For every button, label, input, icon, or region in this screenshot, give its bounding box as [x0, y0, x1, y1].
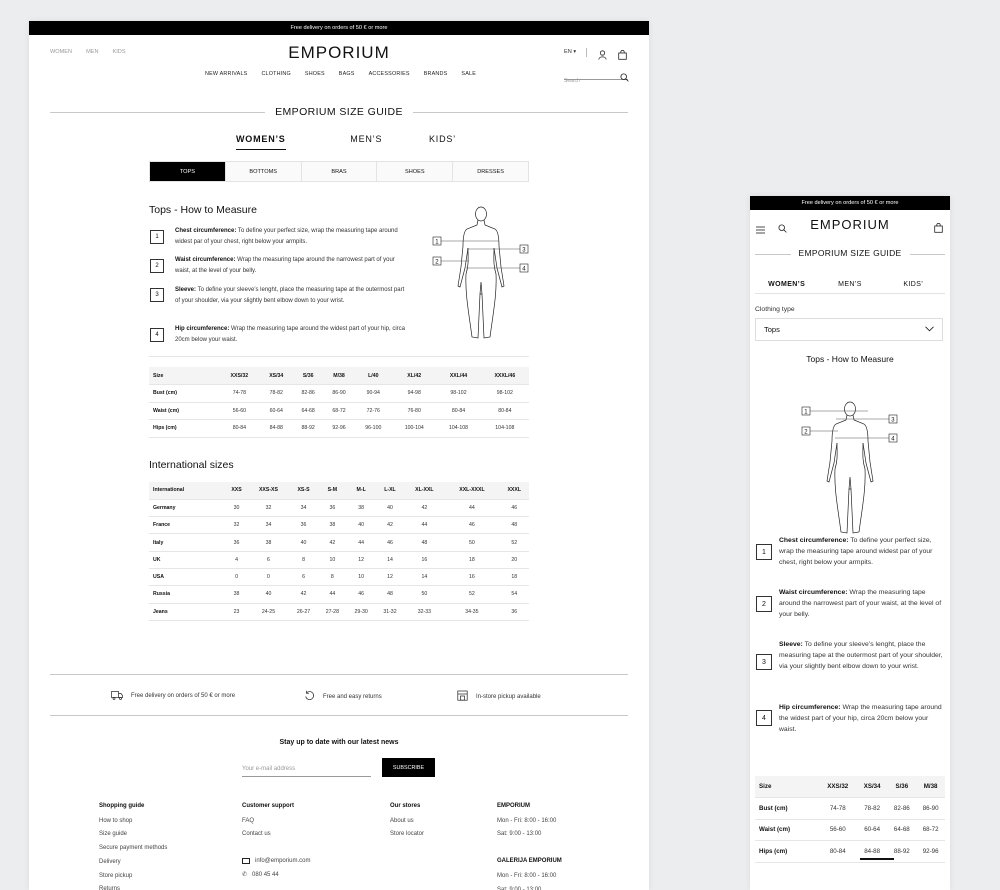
benefit-text: Free and easy returns: [323, 693, 382, 700]
footer-customer-support: [242, 800, 310, 883]
newsletter-title: Stay up to date with our latest news: [279, 739, 399, 746]
tab-kids[interactable]: KIDS’: [428, 134, 456, 144]
table-row: Jeans 23 24-25 26-27 27-28 29-30 31-32 32-33 34-35 36: [149, 603, 529, 620]
divider: [149, 356, 529, 357]
footer-link[interactable]: Contact us: [242, 831, 271, 838]
table-header: Size: [149, 367, 219, 385]
body-measure-figure: [798, 399, 902, 541]
store-hours: Mon - Fri: 8:00 - 16:00: [497, 872, 557, 879]
table-header: XS/34: [260, 367, 293, 385]
figure-label-1: 1: [435, 239, 439, 246]
figure-label-3: 3: [891, 417, 895, 424]
table-header-row: [149, 367, 529, 385]
bag-icon[interactable]: [934, 220, 943, 238]
promo-bar: Free delivery on orders of 50 € or more: [29, 21, 649, 35]
nav-new-arrivals[interactable]: NEW ARRIVALS: [205, 71, 248, 77]
tab-bottoms[interactable]: BOTTOMS: [226, 162, 302, 181]
step-number: 2: [150, 259, 164, 273]
step-chest: Chest circumference: To define your perfect size, wrap the measuring tape around widest par of your chest, right below your armpits.: [175, 228, 398, 245]
gender-link-women[interactable]: WOMEN: [50, 49, 73, 55]
footer-heading: Our stores: [390, 803, 421, 809]
footer-link[interactable]: Size guide: [99, 831, 128, 838]
store-hours: Sat: 9:00 - 13:00: [497, 886, 542, 890]
tab-women[interactable]: WOMEN’S: [236, 134, 286, 150]
gender-link-men[interactable]: MEN: [86, 49, 99, 55]
clothing-type-label: Clothing type: [755, 306, 795, 313]
horizontal-scrollbar[interactable]: [860, 858, 894, 860]
clothing-type-value: Tops: [764, 325, 780, 334]
table-row: Bust (cm) 74-78 78-82 82-86 86-90: [755, 798, 945, 820]
language-selector[interactable]: EN ▾: [564, 49, 577, 55]
gender-tabs: [236, 134, 466, 150]
step-sleeve: Sleeve: To define your sleeve’s lenght, place the measuring tape at the outermost part of your shoulder, via your slightly bent elbow down to your wrist.: [779, 641, 943, 670]
desktop-page: [29, 21, 649, 890]
footer-heading: Customer support: [242, 803, 295, 809]
figure-label-4: 4: [891, 436, 895, 443]
store-hours: Sat: 9:00 - 13:00: [497, 831, 542, 838]
tab-men[interactable]: MEN’S: [838, 281, 862, 288]
search-input[interactable]: [564, 69, 628, 84]
tab-tops[interactable]: TOPS: [150, 162, 226, 181]
footer-link[interactable]: Store pickup: [99, 872, 133, 879]
table-header: XXL/44: [436, 367, 480, 385]
step-number: 2: [756, 596, 772, 612]
step-hip: Hip circumference: Wrap the measuring tape around the widest part of your hip, circa 20cm below your waist.: [175, 326, 406, 343]
email-placeholder: Your e-mail address: [242, 766, 296, 772]
page-title: EMPORIUM SIZE GUIDE: [275, 106, 403, 118]
benefit-text: In-store pickup available: [476, 693, 541, 700]
mail-icon: [242, 858, 250, 864]
step-waist: Waist circumference: Wrap the measuring tape around the narrowest part of your waist, at the level of your belly.: [779, 589, 942, 618]
step-number: 1: [150, 230, 164, 244]
footer-store-hours: [497, 800, 562, 890]
nav-accessories[interactable]: ACCESSORIES: [368, 71, 410, 77]
footer-heading: Shopping guide: [99, 803, 145, 809]
size-table: [755, 776, 945, 863]
table-row: Hips (cm) 80-84 84-88 88-92 92-96: [755, 841, 945, 863]
footer-phone[interactable]: ✆ 080 45 44: [242, 871, 279, 878]
user-icon[interactable]: [598, 47, 607, 65]
international-table: [149, 482, 529, 621]
measure-title: Tops - How to Measure: [149, 204, 257, 216]
figure-label-2: 2: [804, 429, 808, 436]
footer-link[interactable]: About us: [390, 817, 414, 824]
step-number: 3: [150, 288, 164, 302]
international-sizes-title: International sizes: [149, 459, 234, 471]
measure-title: Tops - How to Measure: [806, 354, 894, 364]
brand-logo[interactable]: EMPORIUM: [810, 217, 890, 232]
category-tabs: [149, 161, 529, 182]
phone-icon: ✆: [242, 871, 248, 878]
table-row: Russia 38 40 42 44 46 48 50 52 54: [149, 586, 529, 603]
footer-link[interactable]: Returns: [99, 886, 121, 890]
chevron-down-icon: [925, 325, 934, 334]
store-hours: Mon - Fri: 8:00 - 16:00: [497, 817, 557, 824]
table-row: Germany 30 32 34 36 38 40 42 44 46: [149, 499, 529, 516]
step-number: 3: [756, 654, 772, 670]
step-chest: Chest circumference: To define your perfect size, wrap the measuring tape around widest par of your chest, right below your armpits.: [779, 537, 933, 566]
table-row: Waist (cm) 56-60 60-64 64-68 68-72: [755, 819, 945, 841]
benefits-bottom-rule: [50, 715, 628, 716]
mobile-page: [750, 196, 950, 890]
brand-logo[interactable]: EMPORIUM: [288, 43, 390, 62]
table-row: Bust (cm) 74-78 78-82 82-86 86-90 90-94 94-98 98-102 98-102: [149, 385, 529, 403]
footer-our-stores: [390, 800, 424, 842]
footer-heading: EMPORIUM: [497, 803, 530, 809]
email-field[interactable]: [242, 762, 371, 777]
table-header-row: Size XXS/32 XS/34 S/36 M/38: [755, 776, 945, 798]
footer-link[interactable]: FAQ: [242, 817, 255, 824]
figure-label-1: 1: [804, 409, 808, 416]
footer-shopping-guide: [99, 800, 167, 890]
page-title: EMPORIUM SIZE GUIDE: [798, 248, 902, 258]
body-measure-figure: [429, 204, 533, 346]
footer-link[interactable]: Secure payment methods: [99, 845, 168, 852]
table-row: USA 0 0 6 8 10 12 14 16 18: [149, 568, 529, 585]
truck-icon: [111, 690, 123, 702]
table-header: XL/42: [392, 367, 436, 385]
nav-bags[interactable]: BAGS: [338, 71, 355, 77]
gender-link-kids[interactable]: KIDS: [112, 49, 126, 55]
tab-dresses[interactable]: DRESSES: [453, 162, 528, 181]
benefit-delivery: [111, 690, 235, 702]
table-header-row: International XXS XXS-XS XS-S S-M M-L L-XL XL-XXL XXL-XXXL XXXL: [149, 482, 529, 499]
benefit-returns: [304, 690, 382, 703]
step-waist: Waist circumference: Wrap the measuring tape around the narrowest part of your waist, at the level of your belly.: [175, 257, 395, 274]
tab-men[interactable]: MEN’S: [350, 134, 383, 144]
table-header: M/38: [324, 367, 355, 385]
header-divider: [586, 48, 587, 57]
nav-sale[interactable]: SALE: [461, 71, 476, 77]
tab-shoes[interactable]: SHOES: [377, 162, 453, 181]
clothing-type-select[interactable]: [755, 318, 943, 341]
table-header: XXXL/46: [481, 367, 529, 385]
tabs-rule: [755, 293, 945, 294]
tab-women[interactable]: WOMEN’S: [755, 281, 818, 294]
footer-link[interactable]: Delivery: [99, 858, 121, 865]
table-row: Waist (cm) 56-60 60-64 64-68 68-72 72-76 76-80 80-84 80-84: [149, 402, 529, 420]
nav-shoes[interactable]: SHOES: [304, 71, 325, 77]
footer-email[interactable]: info@emporium.com: [242, 855, 310, 869]
return-icon: [304, 690, 315, 703]
benefits-top-rule: [50, 674, 628, 675]
step-number: 4: [150, 328, 164, 342]
table-header: XXS/32: [219, 367, 260, 385]
figure-label-2: 2: [435, 259, 439, 266]
nav-brands[interactable]: BRANDS: [423, 71, 448, 77]
figure-label-3: 3: [522, 247, 526, 254]
table-header: S/36: [293, 367, 324, 385]
benefit-text: Free delivery on orders of 50 € or more: [131, 693, 236, 699]
table-row: UK 4 6 8 10 12 14 16 18 20: [149, 551, 529, 568]
bag-icon[interactable]: [618, 47, 627, 65]
subscribe-button[interactable]: SUBSCRIBE: [382, 758, 435, 777]
benefit-pickup: [457, 690, 541, 703]
promo-bar: Free delivery on orders of 50 € or more: [750, 196, 950, 210]
figure-label-4: 4: [522, 266, 526, 273]
table-row: Hips (cm) 80-84 84-88 88-92 92-96 96-100 100-104 104-108 104-108: [149, 420, 529, 438]
footer-heading: GALERIJA EMPORIUM: [497, 858, 562, 865]
footer-link[interactable]: Store locator: [390, 831, 425, 838]
search-placeholder: Search: [564, 78, 580, 84]
table-row: France 32 34 36 38 40 42 44 46 48: [149, 517, 529, 534]
tab-kids[interactable]: KIDS’: [903, 281, 924, 288]
footer-link[interactable]: How to shop: [99, 817, 133, 824]
nav-clothing[interactable]: CLOTHING: [261, 71, 291, 77]
tab-bras[interactable]: BRAS: [302, 162, 378, 181]
store-icon: [457, 690, 468, 703]
table-row: Italy 36 38 40 42 44 46 48 50 52: [149, 534, 529, 551]
search-icon[interactable]: [620, 69, 629, 87]
step-number: 4: [756, 710, 772, 726]
table-header: L/40: [354, 367, 392, 385]
main-nav: [205, 71, 490, 77]
step-hip: Hip circumference: Wrap the measuring tape around the widest part of your hip, circa 20cm below your waist.: [779, 704, 942, 733]
step-sleeve: Sleeve: To define your sleeve’s lenght, place the measuring tape at the outermost part of your shoulder, via your slightly bent elbow down to your wrist.: [175, 287, 405, 304]
size-table: [149, 367, 529, 438]
step-number: 1: [756, 544, 772, 560]
